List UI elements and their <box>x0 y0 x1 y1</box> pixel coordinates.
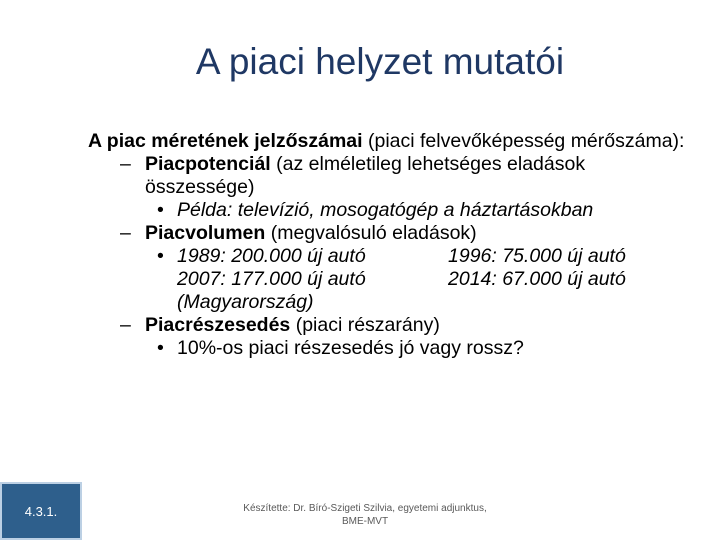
slide-number-badge <box>0 482 82 540</box>
dot-bullet: • <box>157 199 164 221</box>
dot-bullet: • <box>157 337 164 359</box>
car-sales-row <box>177 268 688 291</box>
piacvolumen-bold-text: Piacvolumen <box>145 222 266 244</box>
sales-2014: 2014: 67.000 új autó <box>448 268 626 290</box>
slide-title: A piaci helyzet mutatói <box>195 41 565 82</box>
sales-1989: 1989: 200.000 új autó <box>177 245 366 267</box>
slide-number: 4.3.1. <box>24 503 58 519</box>
piacreszesedes-rest-text: (piaci részarány) <box>290 314 440 336</box>
sales-2007: 2007: 177.000 új autó <box>177 268 366 290</box>
footer-credit: Készítette: Dr. Bíró-Szigeti Szilvia, egyetemi adjunktus, BME-MVT <box>243 503 487 527</box>
piacpotencial-bold-text: Piacpotenciál <box>145 153 271 175</box>
dot-bullet: • <box>157 245 164 267</box>
slide-content <box>88 130 688 360</box>
list-item-piacpotencial <box>88 153 688 199</box>
list-item-piacvolumen <box>88 222 688 245</box>
car-sales-list <box>88 245 688 314</box>
example-televizio-text: Példa: televízió, mosogatógép a háztartásokban <box>177 199 594 221</box>
piacvolumen-rest-text: (megvalósuló eladások) <box>265 222 477 244</box>
dash-bullet: – <box>120 222 131 244</box>
car-sales-row <box>157 245 688 268</box>
dash-bullet: – <box>120 314 131 336</box>
list-item-example-televizio <box>88 199 688 222</box>
intro-bold-text: A piac méretének jelzőszámai <box>88 130 363 152</box>
list-item-example-reszesedes <box>88 337 688 360</box>
list-item-piacreszesedes <box>88 314 688 337</box>
sales-1996: 1996: 75.000 új autó <box>448 245 626 267</box>
intro-paragraph <box>88 130 688 153</box>
country-note: (Magyarország) <box>177 291 314 313</box>
piacpotencial-rest-text: (az elméletileg lehetséges eladások összessége) <box>145 153 586 198</box>
example-reszesedes-text: 10%-os piaci részesedés jó vagy rossz? <box>177 337 524 359</box>
car-sales-row <box>177 291 688 314</box>
intro-rest-text: (piaci felvevőképesség mérőszáma): <box>362 130 685 152</box>
piacreszesedes-bold-text: Piacrészesedés <box>145 314 291 336</box>
dash-bullet: – <box>120 153 131 175</box>
